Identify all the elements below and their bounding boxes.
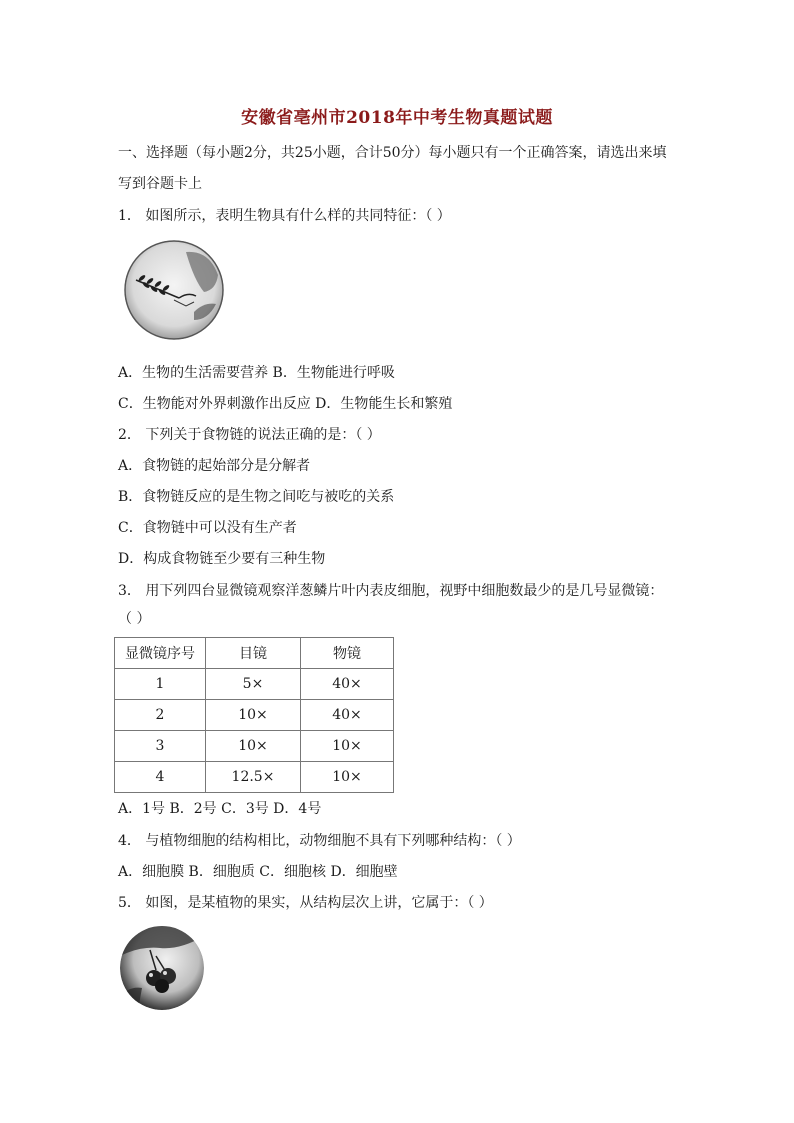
fruit-figure [120, 926, 204, 1010]
table-header: 显微镜序号 [115, 638, 206, 669]
q3-options: A．1号 B．2号 C．3号 D．4号 [118, 801, 322, 817]
table-cell: 10× [206, 700, 301, 731]
table-cell: 1 [115, 669, 206, 700]
q4-options: A．细胞膜 B．细胞质 C．细胞核 D．细胞壁 [118, 864, 398, 880]
q2-option-c: C．食物链中可以没有生产者 [118, 520, 297, 536]
table-row [115, 669, 394, 700]
table-cell: 10× [301, 731, 394, 762]
table-cell: 40× [301, 700, 394, 731]
table-cell: 40× [301, 669, 394, 700]
q2-option-a: A．食物链的起始部分是分解者 [118, 458, 311, 474]
q2-option-d: D．构成食物链至少要有三种生物 [118, 551, 326, 567]
q3-stem: 3． 用下列四台显微镜观察洋葱鳞片叶内表皮细胞，视野中细胞数最少的是几号显微镜： [118, 583, 664, 599]
table-row [115, 731, 394, 762]
page-title: 安徽省亳州市2018年中考生物真题试题 [241, 108, 553, 128]
q1-stem: 1． 如图所示，表明生物具有什么样的共同特征：（ ） [118, 208, 451, 224]
table-cell: 5× [206, 669, 301, 700]
q2-stem: 2． 下列关于食物链的说法正确的是：（ ） [118, 427, 381, 443]
q2-option-b: B．食物链反应的是生物之间吃与被吃的关系 [118, 489, 395, 505]
table-header: 目镜 [206, 638, 301, 669]
table-cell: 12.5× [206, 762, 301, 793]
table-cell: 4 [115, 762, 206, 793]
table-cell: 10× [301, 762, 394, 793]
table-cell: 3 [115, 731, 206, 762]
q1-options-cd: C．生物能对外界刺激作出反应 D．生物能生长和繁殖 [118, 396, 453, 412]
table-cell: 10× [206, 731, 301, 762]
table-cell: 2 [115, 700, 206, 731]
section-heading-cont: 写到谷题卡上 [118, 176, 202, 192]
table-row [115, 762, 394, 793]
section-heading: 一、选择题（每小题2分，共25小题，合计50分）每小题只有一个正确答案，请选出来填 [118, 145, 667, 161]
table-header: 物镜 [301, 638, 394, 669]
table-row [115, 700, 394, 731]
table-header-row [115, 638, 394, 669]
q5-stem: 5． 如图，是某植物的果实，从结构层次上讲，它属于：（ ） [118, 895, 493, 911]
q4-stem: 4． 与植物细胞的结构相比，动物细胞不具有下列哪种结构：（ ） [118, 833, 521, 849]
mimosa-leaf-figure [124, 240, 224, 340]
q1-options-ab: A．生物的生活需要营养 B．生物能进行呼吸 [118, 365, 395, 381]
q3-stem-paren: （ ） [118, 611, 151, 627]
microscope-table [114, 637, 394, 793]
